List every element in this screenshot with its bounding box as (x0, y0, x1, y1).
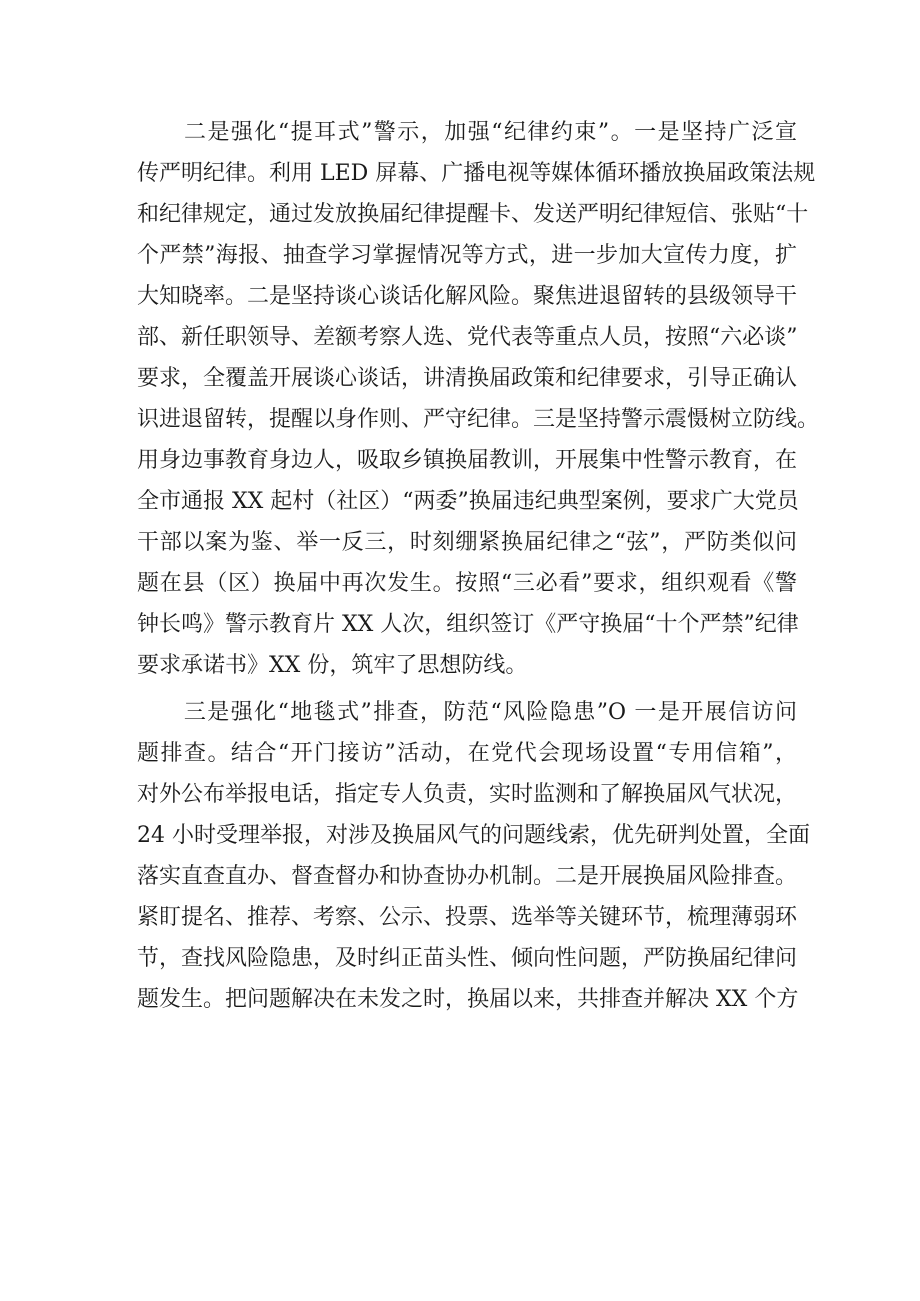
text-line: 和纪律规定，通过发放换届纪律提醒卡、发送严明纪律短信、张贴“十 (137, 202, 809, 227)
text-line: 个严禁”海报、抽查学习掌握情况等方式，进一步加大宣传力度，扩 (137, 243, 797, 268)
text-line: 题排查。结合“开门接访”活动，在党代会现场设置“专用信箱”， (137, 741, 797, 766)
text-line: 题发生。把问题解决在未发之时，换届以来，共排查并解决 XX 个方 (137, 987, 799, 1012)
text-line: 对外公布举报电话，指定专人负责，实时监测和了解换届风气状况， (137, 782, 798, 807)
text-line: 识进退留转，提醒以身作则、严守纪律。三是坚持警示震慑树立防线。 (137, 407, 820, 432)
document-body (137, 112, 820, 1020)
text-line: 要求承诺书》XX 份，筑牢了思想防线。 (137, 653, 528, 678)
paragraph-risk-screening (137, 692, 810, 1020)
text-line: 部、新任职领导、差额考察人选、党代表等重点人员，按照“六必谈” (137, 325, 798, 350)
text-line: 用身边事教育身边人，吸取乡镇换届教训，开展集中性警示教育，在 (137, 448, 798, 473)
text-line: 干部以案为鉴、举一反三，时刻绷紧换届纪律之“弦”，严防类似问 (137, 530, 797, 555)
text-line: 落实直查直办、督查督办和协查协办机制。二是开展换届风险排查。 (137, 864, 798, 889)
text-line: 节，查找风险隐患，及时纠正苗头性、倾向性问题，严防换届纪律问 (137, 946, 798, 971)
text-line: 24 小时受理举报，对涉及换届风气的问题线索，优先研判处置，全面 (137, 823, 810, 848)
text-line: 紧盯提名、推荐、考察、公示、投票、选举等关键环节，梳理薄弱环 (137, 905, 798, 930)
text-line: 大知晓率。二是坚持谈心谈话化解风险。聚焦进退留转的县级领导干 (137, 284, 798, 309)
paragraph-discipline-warning (137, 112, 820, 686)
text-line: 钟长鸣》警示教育片 XX 人次，组织签订《严守换届“十个严禁”纪律 (137, 612, 799, 637)
text-line: 题在县（区）换届中再次发生。按照“三必看”要求，组织观看《警 (137, 571, 797, 596)
text-line: 全市通报 XX 起村（社区）“两委”换届违纪典型案例，要求广大党员 (137, 489, 799, 514)
text-line: 要求，全覆盖开展谈心谈话，讲清换届政策和纪律要求，引导正确认 (137, 366, 798, 391)
text-line: 二是强化“提耳式”警示，加强“纪律约束”。一是坚持广泛宣 (137, 120, 797, 145)
text-line: 传严明纪律。利用 LED 屏幕、广播电视等媒体循环播放换届政策法规 (137, 161, 816, 186)
text-line: 三是强化“地毯式”排查，防范“风险隐患”O 一是开展信访问 (137, 700, 797, 725)
